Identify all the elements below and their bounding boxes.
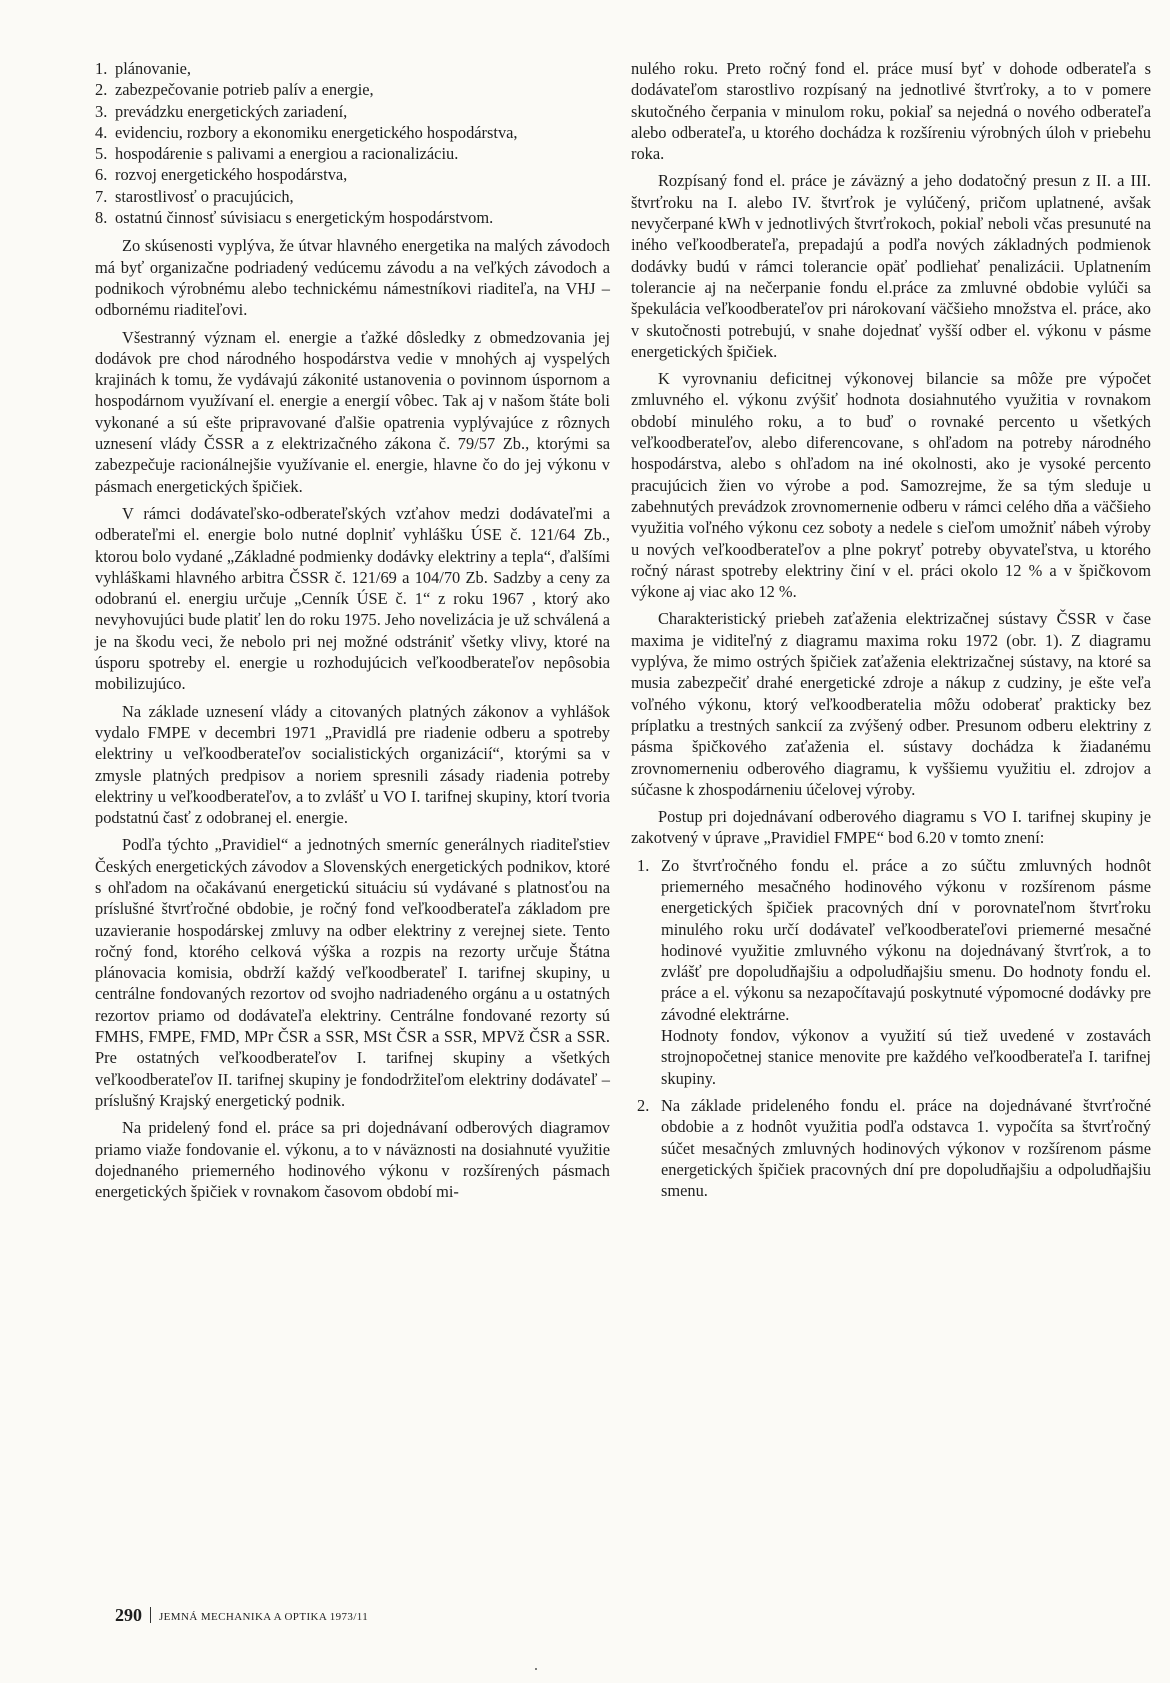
print-speck <box>535 1668 537 1670</box>
paragraph: Podľa týchto „Pravidiel“ a jednotných smerníc generálnych riaditeľstiev Českých energetických závodov a Slovenských energetických podnikov, ktoré s ohľadom na očakávanú energetickú situáciu sú vydávané s platnosťou na príslušné štvrťročné obdobie, je ročný fond veľkoodberateľa základom pre uzavieranie hospodárskej zmluvy na odber elektriny z verejnej siete. Tento ročný fond, ktorého celková výška a rozpis na rezorty určuje Štátna plánovacia komisia, obdrží každý veľkoodberateľ I. tarifnej skupiny, u centrálne fondovaných rezortov od svojho nadriadeného orgánu a u ostatných rezortov priamo od dodávateľa elektriny. Centrálne fondované rezorty sú FMHS, FMPE, FMD, MPr ČSR a SSR, MSt ČSR a SSR, MPVž ČSR a SSR. Pre ostatných veľkoodberateľov I. tarifnej skupiny a všetkých veľkoodberateľov II. tarifnej skupiny je fondodržiteľom elektriny dodávateľ – príslušný Krajský energetický podnik. <box>95 835 610 1110</box>
list-item: 1. plánovanie, <box>95 59 192 78</box>
procedure-steps <box>631 855 1151 1202</box>
journal-name: JEMNÁ MECHANIKA A OPTIKA 1973/11 <box>159 1611 369 1623</box>
paragraph: K vyrovnaniu deficitnej výkonovej bilancie sa môže pre výpočet zmluvného el. výkonu zvýšiť hodnota dosiahnutého využitia v rovnakom období minulého roku, a to buď o rovnaké percento u všetkých veľkoodberateľov, alebo diferencovane, s ohľadom na potreby národného hospodárstva, alebo s ohľadom na iné okolnosti, ako je vysoké percento pracujúcich žien vo výrobe a pod. Samozrejme, že sa tým sleduje u zabehnutých prevádzok zrovnomernenie odberu v rámci celého dňa a väčšieho využitia voľného výkonu cez soboty a nedele s cieľom umožniť nábeh výroby u nových veľkoodberateľov a plne pokryť potreby obyvateľstva, u ktorého ročný nárast spotreby elektriny činí v el. práci okolo 12 % a v špičkovom výkone aj viac ako 12 %. <box>631 369 1151 602</box>
paragraph: Postup pri dojednávaní odberového diagramu s VO I. tarifnej skupiny je zakotvený v úprave „Pravidiel FMPE“ bod 6.20 v tomto znení: <box>631 807 1151 848</box>
left-column <box>95 58 610 1208</box>
page-footer <box>115 1605 368 1626</box>
footer-divider <box>150 1607 151 1623</box>
page-number: 290 <box>115 1605 142 1625</box>
list-item: 5. hospodárenie s palivami a energiou a racionalizáciu. <box>95 144 459 164</box>
right-column <box>631 58 1151 1207</box>
list-item: 6. rozvoj energetického hospodárstva, <box>95 165 348 185</box>
paragraph: Na základe uznesení vlády a citovaných platných zákonov a vyhlášok vydalo FMPE v decembri 1971 „Pravidlá pre riadenie odberu a spotreby elektriny u veľkoodberateľov socialistických organizácií“, ktorými sa v zmysle platných predpisov a noriem spresnili zásady riadenia potreby elektriny u veľkoodberateľov, a to zvlášť u VO I. tarifnej skupiny, ktorí tvoria podstatnú časť z odobranej el. energie. <box>95 701 610 828</box>
list-item: 7. starostlivosť o pracujúcich, <box>95 186 294 206</box>
list-item: 8. ostatnú činnosť súvisiacu s energetickým hospodárstvom. <box>95 208 494 228</box>
paragraph: Všestranný význam el. energie a ťažké dôsledky z obmedzovania jej dodávok pre chod národného hospodárstva vedie v mnohých aj vyspelých krajinách k tomu, že vydávajú zákonité ustanovenia o povinnom úspornom a hospodárnom využívaní el. energie a energií vôbec. Tak aj v našom štáte boli vykonané a sú ešte pripravované ďalšie opatrenia vyplývajúce z rôznych uznesení vlády ČSSR a z elektrizačného zákona č. 79/57 Zb., ktorými sa zabezpečuje racionálnejšie využívanie el. energie, hlavne čo do jej výkonu v pásmach energetických špičiek. <box>95 327 610 496</box>
list-item: 2. Na základe prideleného fondu el. práce na dojednávané štvrťročné obdobie a z hodnôt využitia podľa odstavca 1. vypočíta sa štvrťročný súčet mesačných zmluvných hodinových výkonov v rozšírenom pásme energetických špičiek pracovných dní pre dopoludňajšiu a odpoludňajšiu smenu. <box>637 1095 1151 1201</box>
list-item: 2. zabezpečovanie potrieb palív a energie, <box>95 80 374 100</box>
responsibilities-list <box>95 58 610 228</box>
list-item: 3. prevádzku energetických zariadení, <box>95 101 348 121</box>
paragraph: Na pridelený fond el. práce sa pri dojednávaní odberových diagramov priamo viaže fondovanie el. výkonu, a to v náväznosti na dosiahnuté využitie dojednaného priemerného hodinového výkonu v rozšírených pásmach energetických špičiek v rovnakom časovom období mi- <box>95 1118 610 1202</box>
paragraph-continuation: nulého roku. Preto ročný fond el. práce musí byť v dohode odberateľa s dodávateľom starostlivo rozpísaný na jednotlivé štvrťroky, a to v pomere skutočného čerpania v minulom roku, pokiaľ sa nejedná o nového odberateľa alebo odberateľa, u ktorého dochádza k rozšíreniu výrobných úloh v priebehu roka. <box>631 59 1151 164</box>
paragraph: Zo skúsenosti vyplýva, že útvar hlavného energetika na malých závodoch má byť organizačne podriadený vedúcemu závodu a na veľkých závodoch a podnikoch výrobnému alebo technickému námestníkovi riaditeľa, na VHJ – odbornému riaditeľovi. <box>95 236 610 320</box>
paragraph: Charakteristický priebeh zaťaženia elektrizačnej sústavy ČSSR v čase maxima je viditeľný z diagramu maxima roku 1972 (obr. 1). Z diagramu vyplýva, že mimo ostrých špičiek zaťaženia elektrizačnej sústavy, na ktoré sa musia zabezpečiť drahé energetické zdroje a nákup z cudziny, je ešte veľa voľného výkonu, ktorý veľkoodberatelia môžu odoberať prakticky bez príplatku a trestných sankcií za zvýšený odber. Presunom odberu elektriny z pásma špičkového zaťaženia el. sústavy dochádza k žiadanému zrovnomerneniu odberového diagramu, k vyššiemu využitiu el. zdrojov a súčasne k zhospodárneniu účelovej výroby. <box>631 609 1151 799</box>
paragraph: Rozpísaný fond el. práce je záväzný a jeho dodatočný presun z II. a III. štvrťroku na I. alebo IV. štvrťrok je vylúčený, pričom uplatnené, avšak nevyčerpané kWh v jednotlivých štvrťrokoch, pokiaľ neboli včas presunuté na iného veľkoodberateľa, prepadajú a podľa nových základných podmienok dodávky budú v rámci tolerancie opäť podliehať penalizácii. Uplatnením tolerancie aj na nečerpanie fondu el.práce za zmluvné obdobie vylúči sa špekulácia veľkoodberateľov pri nárokovaní väčšieho množstva el. práce, ako v skutočnosti potrebujú, v snahe dojednať vyšší odber el. výkonu v pásme energetických špičiek. <box>631 171 1151 361</box>
list-item: 4. evidenciu, rozbory a ekonomiku energetického hospodárstva, <box>95 122 518 142</box>
paragraph: V rámci dodávateľsko-odberateľských vzťahov medzi dodávateľmi a odberateľmi el. energie bolo nutné doplniť vyhlášku ÚSE č. 121/64 Zb., ktorou bolo vydané „Základné podmienky dodávky elektriny a tepla“, ďalšími vyhláškami hlavného arbitra ČSSR č. 121/69 a 104/70 Zb. Sadzby a ceny za odobranú el. energiu určuje „Cenník ÚSE č. 1“ z roku 1967 , ktorý ako nevyhovujúci bude platiť len do roku 1975. Jeho novelizácia je už schválená a je na škodu veci, že nebolo pri nej možné odstrániť všetky vlivy, ktoré na úsporu spotreby el. energie u rozhodujúcich veľkoodberateľov nepôsobia mobilizujúco. <box>95 503 610 694</box>
list-item: 1. Zo štvrťročného fondu el. práce a zo súčtu zmluvných hodnôt priemerného mesačného hodinového výkonu v rozšírenom pásme energetických špičiek pracovných dní v porovnateľnom štvrťroku minulého roku určí dodávateľ veľkoodberateľovi priemerné mesačné hodinové využitie zmluvného výkonu na dojednávaný štvrťrok, a to zvlášť pre dopoludňajšiu a odpoludňajšiu smenu. Do hodnoty fondu el. práce a el. výkonu sa nezapočítavajú poskytnuté výpomocné dodávky pre závodné elektrárne. Hodnoty fondov, výkonov a využití sú tiež uvedené v zostavách strojnopočetnej stanice menovite pre každého veľkoodberateľa I. tarifnej skupiny. <box>637 855 1151 1088</box>
